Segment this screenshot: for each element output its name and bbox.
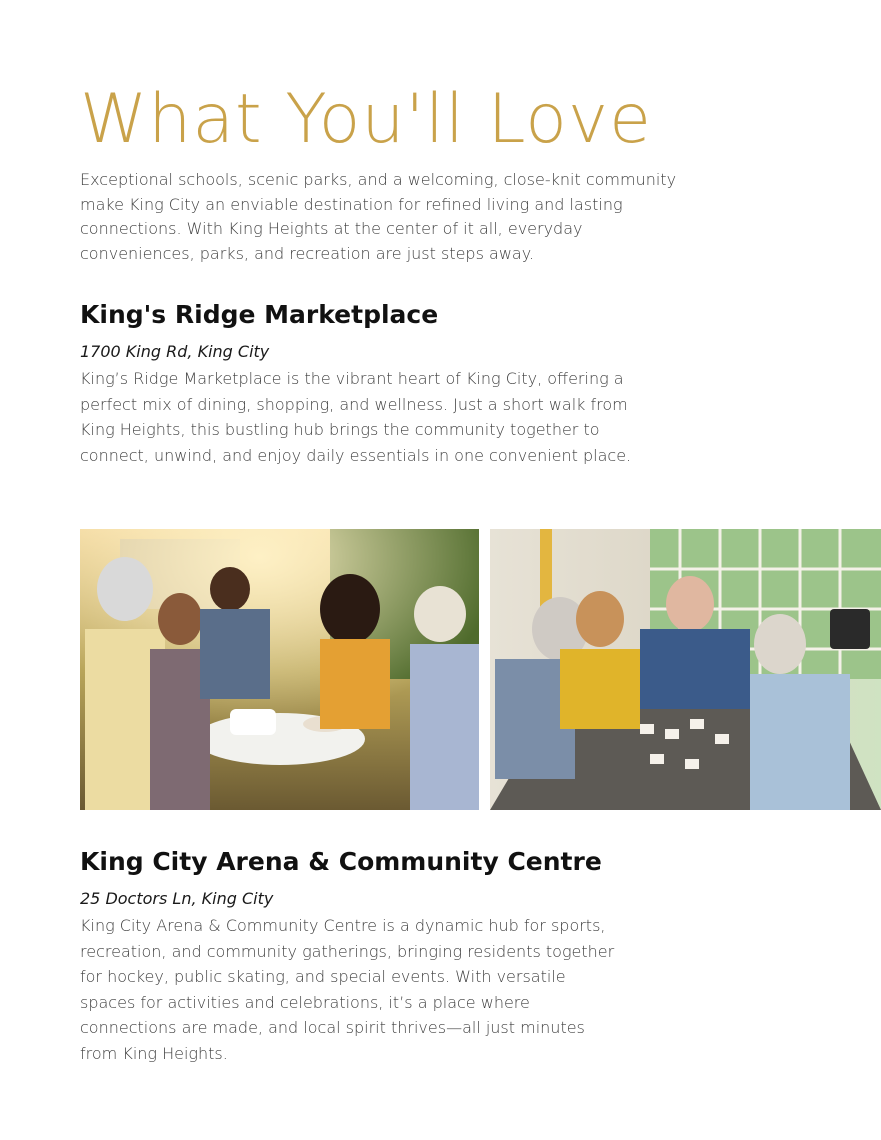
body-arena: King City Arena & Community Centre is a dynamic hub for sports, recreation, and community gatherings, bringing residents together for hockey, public skating, and special events. With versatile spaces for activities and celebrations, it’s a place where connections are made, and local spirit thrives—all just minutes from King Heights.	[80, 916, 615, 1063]
photo-seniors-playing-cards	[490, 529, 881, 810]
photo-outdoor-family-dinner	[80, 529, 479, 810]
address-arena: 25 Doctors Ln, King City	[80, 889, 274, 908]
section-title-marketplace: King's Ridge Marketplace	[80, 300, 439, 329]
page-title: What You'll Love	[80, 80, 652, 159]
address-marketplace: 1700 King Rd, King City	[80, 342, 270, 361]
section-title-arena: King City Arena & Community Centre	[80, 847, 602, 876]
body-marketplace: King’s Ridge Marketplace is the vibrant heart of King City, offering a perfect mix of dining, shopping, and wellness. Just a short walk from King Heights, this bustling hub brings the community together to connect, unwind, and enjoy daily essentials in one convenient place.	[80, 369, 632, 465]
intro-paragraph: Exceptional schools, scenic parks, and a welcoming, close-knit community make King City an enviable destination for refined living and lasting connections. With King Heights at the center of it all, everyday conveniences, parks, and recreation are just steps away.	[80, 170, 677, 263]
